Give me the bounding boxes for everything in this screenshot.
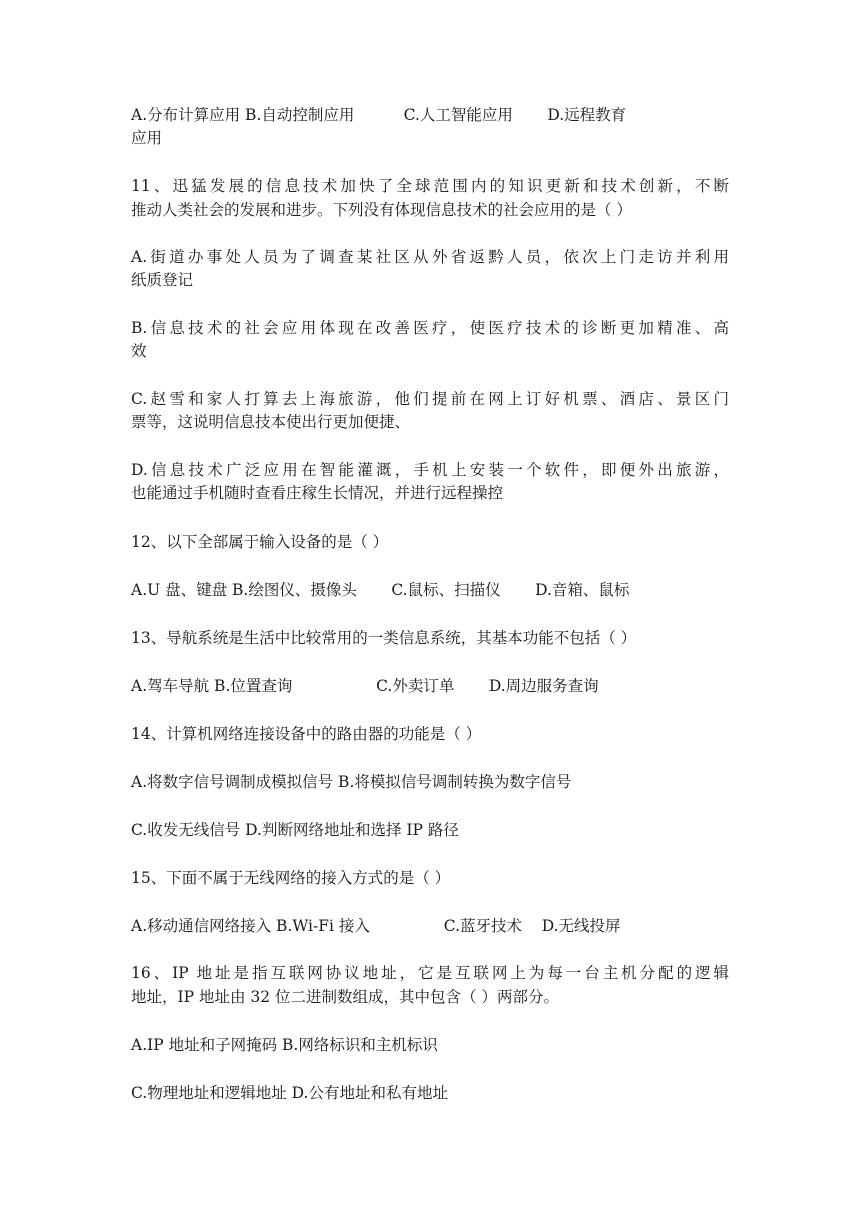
- q13-options: A.驾车导航 B.位置查询 C.外卖订单 D.周边服务查询: [131, 677, 599, 695]
- q12-options: A.U 盘、键盘 B.绘图仪、摄像头 C.鼠标、扫描仪 D.音箱、鼠标: [131, 581, 630, 599]
- q12-stem: 12、以下全部属于输入设备的是（ ）: [131, 533, 389, 551]
- q11-option-a-line2: 纸质登记: [131, 271, 194, 289]
- q11-option-a-line1: A.街道办事处人员为了调查某社区从外省返黔人员，依次上门走访并利用: [131, 248, 729, 266]
- q11-option-d-line1: D.信息技术广泛应用在智能灌溉，手机上安装一个软件，即便外出旅游，: [131, 461, 729, 479]
- q11-option-c-line2: 票等，这说明信息技本使出行更加便捷、: [131, 413, 411, 431]
- q10-options-line2: 应用: [131, 129, 163, 147]
- q16-stem-line2: 地址，IP 地址由 32 位二进制数组成，其中包含（ ）两部分。: [131, 988, 559, 1006]
- q11-stem-line1: 11、迅猛发展的信息技术加快了全球范围内的知识更新和技术创新，不断: [131, 177, 729, 195]
- q11-option-d-line2: 也能通过手机随时查看庄稼生长情况，并进行远程操控: [131, 484, 504, 502]
- q16-options-line2: C.物理地址和逻辑地址 D.公有地址和私有地址: [131, 1084, 448, 1102]
- q11-option-c-line1: C.赵雪和家人打算去上海旅游，他们提前在网上订好机票、酒店、景区门: [131, 390, 729, 408]
- q11-option-b-line1: B.信息技术的社会应用体现在改善医疗，使医疗技术的诊断更加精准、高: [131, 319, 729, 337]
- q16-stem-line1: 16、IP 地址是指互联网协议地址，它是互联网上为每一台主机分配的逻辑: [131, 964, 729, 982]
- q14-options-line2: C.收发无线信号 D.判断网络地址和选择 IP 路径: [131, 821, 459, 839]
- q15-stem: 15、下面不属于无线网络的接入方式的是（ ）: [131, 869, 451, 887]
- q11-stem-line2: 推动人类社会的发展和进步。下列没有体现信息技术的社会应用的是（ ）: [131, 201, 632, 219]
- q14-options-line1: A.将数字信号调制成模拟信号 B.将模拟信号调制转换为数字信号: [131, 773, 572, 791]
- q15-options: A.移动通信网络接入 B.Wi-Fi 接入 C.蓝牙技术 D.无线投屏: [131, 917, 621, 935]
- q13-stem: 13、导航系统是生活中比较常用的一类信息系统，其基本功能不包括（ ）: [131, 629, 637, 647]
- q16-options-line1: A.IP 地址和子网掩码 B.网络标识和主机标识: [131, 1036, 438, 1054]
- q14-stem: 14、计算机网络连接设备中的路由器的功能是（ ）: [131, 725, 482, 743]
- q10-options-line1: A.分布计算应用 B.自动控制应用 C.人工智能应用 D.远程教育: [131, 106, 627, 124]
- q11-option-b-line2: 效: [131, 342, 147, 360]
